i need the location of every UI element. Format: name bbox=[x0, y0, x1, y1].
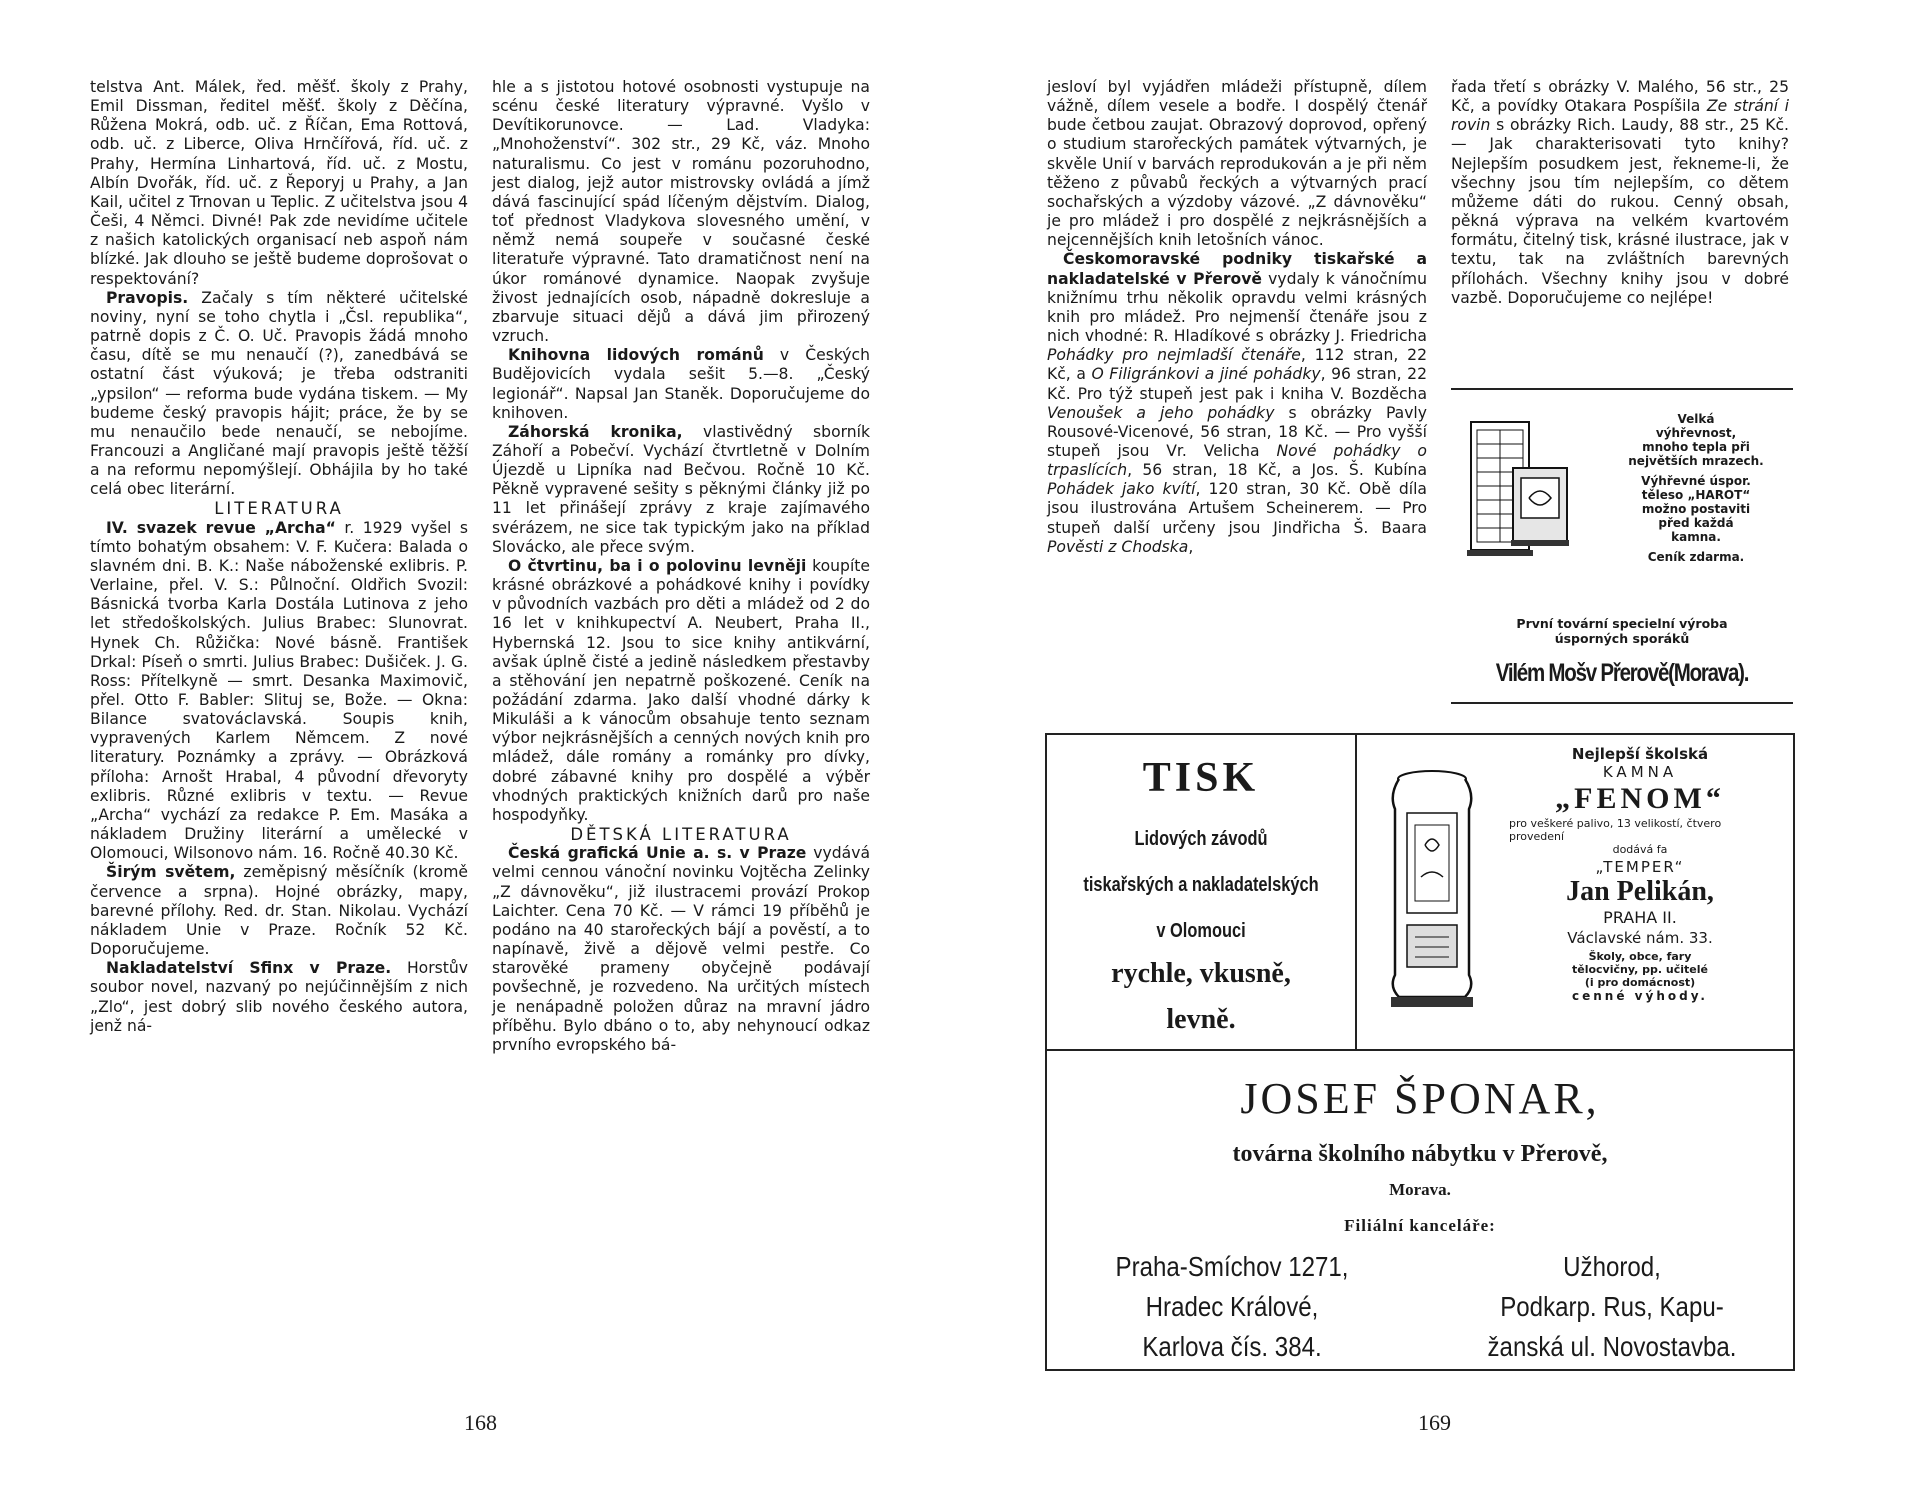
paragraph: telstva Ant. Málek, řed. měšť. školy z Prahy, Emil Dissman, ředitel měšť. školy z Děčína, Růžena Mokrá, odb. uč. z Říčan, Ema Rottová, odb. uč. z Liberce, Oliva Hrnčířová, říd. uč. z Prahy, Hermína Linhartová, říd. uč. z Mostu, Albín Dvořák, říd. uč. z Řeporyj u Prahy, a Jan Kail, učitel z Trnovan u Teplic. Z učitelstva jsou 4 Češi, 4 Němci. Divné! Pak zde nevidíme učitele z našich katolických organisací neb aspoň nám blízké. Jak dlouho se ještě budeme doprošovat o respektování? bbox=[90, 78, 468, 288]
paragraph bbox=[1047, 250, 1427, 557]
page-number-right: 169 bbox=[1418, 1410, 1451, 1435]
ad-tisk bbox=[1047, 735, 1357, 1049]
ad-line: kamna. bbox=[1671, 530, 1721, 544]
ad-line: „TEMPER“ bbox=[1595, 858, 1685, 876]
ad-line: největších mrazech. bbox=[1628, 454, 1764, 468]
fenom-company: Jan Pelikán, bbox=[1566, 876, 1714, 907]
ad-line: těleso „HAROT“ bbox=[1641, 488, 1751, 502]
fenom-text bbox=[1495, 745, 1785, 1003]
paragraph-lead: Českomoravské podniky tiskařské a nakladatelské v Přerově bbox=[1047, 250, 1427, 288]
harot-stove-illustration bbox=[1463, 412, 1573, 562]
ad-line: tělocvičny, pp. učitelé bbox=[1571, 963, 1708, 976]
ad-line: Vilém Mošv Přerově bbox=[1495, 659, 1669, 687]
paragraph-lead: Česká grafická Unie a. s. v Praze bbox=[508, 844, 807, 863]
paragraph-lead: Pravopis. bbox=[106, 288, 189, 307]
book-title: Ze strání i rovin bbox=[1451, 97, 1789, 135]
ad-line: dodává fa bbox=[1612, 843, 1668, 856]
tisk-line: Lidových závodů bbox=[1134, 828, 1268, 850]
right-page bbox=[953, 0, 1906, 1500]
book-title: Pověsti z Chodska bbox=[1047, 537, 1189, 556]
paragraph bbox=[90, 959, 468, 1036]
tisk-line: v Olomouci bbox=[1156, 920, 1246, 942]
harot-feature-text bbox=[1621, 412, 1771, 564]
ad-line: Nejlepší školská bbox=[1571, 745, 1709, 763]
harot-maker-text bbox=[1451, 616, 1793, 646]
paragraph-text: koupíte krásné obrázkové a pohádkové knihy i povídky v původních vazbách pro děti a mládež od 2 do 16 let v knihkupectví A. Neubert, Praha II., Hybernská 12. Jsou to sice knihy antikvární, avšak úplně čisté a jedině následkem přestavby a stěhování jen nepatrně poškozené. Ceník na požádání zdarma. Jako další vhodné dárky k Mikuláši a k vánocům obsahuje tento seznam výbor nejkrásnějších a cenných nových knih pro mládež, dále romány a románky pro dívky, dobré zábavné knihy pro dospělé a výběr vhodných praktických knižních darů pro naše hospodyňky. bbox=[492, 556, 871, 824]
ad-line: (Morava). bbox=[1668, 659, 1749, 687]
paragraph-lead: Nakladatelství Sfinx v Praze. bbox=[106, 959, 392, 978]
sponar-line: továrna školního nábytku v Přerově, bbox=[1232, 1141, 1608, 1167]
paragraph: jesloví byl vyjádřen mládeži přístupně, dílem vážně, dílem vesele a bodře. I dospělý čtenář bude četbou zaujat. Obrazový doprovod, opřený o studium starořeckých památek výtvarných, je skvěle Unií v barvách reprodukován a je při něm těženo z půvabů řeckých a výtvarných prací sochařských a výzdoby vázové. „Z dávnověku“ je pro mládež i pro dospělé z nejkrásnějších a nejcennějších knih letošních vánoc. bbox=[1047, 78, 1427, 250]
book-title: Venoušek a jeho pohádky bbox=[1047, 403, 1275, 422]
paragraph-text: , 120 stran, 30 Kč. Obě díla jsou ilustrována Artušem Scheinerem. — Pro stupeň další určeny jsou Jindřicha Š. Baara bbox=[1047, 480, 1427, 537]
book-title: O Filigránkovi a jiné pohádky bbox=[1091, 365, 1321, 384]
paragraph-lead: Knihovna lidových románů bbox=[508, 346, 764, 365]
section-heading-literatura: LITERATURA bbox=[214, 499, 344, 519]
ad-line: Užhorod, bbox=[1563, 1251, 1661, 1282]
ad-line: výhřevnost, bbox=[1655, 426, 1737, 440]
paragraph-lead: Záhorská kronika, bbox=[508, 422, 683, 441]
tisk-line: tiskařských a nakladatelských bbox=[1083, 874, 1319, 896]
book-title: Nové pohádky o trpaslících bbox=[1047, 441, 1427, 480]
paragraph-text: vlastivědný sborník Záhoří a Pobečví. Vychází čtvrtletně v Dolním Újezdě u Lipníka nad Bečvou. Ročně 10 Kč. Pěkně vypravené sešity s pěknými články již po 11 let přinášejí zprávy z kraje zajímavého svérázem, ne sice tak typickým jako na příklad Slovácko, ale přece svým. bbox=[492, 422, 870, 556]
paragraph-lead: IV. svazek revue „Archa“ bbox=[106, 518, 336, 537]
right-column-1 bbox=[1047, 78, 1427, 557]
sponar-office-left bbox=[1090, 1247, 1374, 1367]
paragraph-text: r. 1929 vyšel s tímto bohatým obsahem: V. F. Kučera: Balada o slavném dni. B. K.: Naše náboženské exlibris. P. Verlaine, přel. V. S.: Půlnoční. Oldřich Svozil: Básnická tvorba Karla Dostála Lutinova z jeho let středoškolských. Julius Brabec: Slunovrat. Hynek Ch. Růžička: Nové básně. František Drkal: Píseň o smrti. Julius Brabec: Dušiček. J. G. Ross: Přítelkyně — smrt. Desanka Maximovič, přel. Otto F. Babler: Slituj se, Bože. — Okna: Bilance svatováclavská. Soupis knih, vypravených Karlem Němcem. Z nové literatury. Poznámky a zprávy. — Obrázková příloha: Arnošt Hrabal, 4 původní dřevoryty exlibris. Různé exlibris v textu. — Revue „Archa“ vychází za redakce P. Em. Masáka a nákladem Družiny literární a umělecké v Olomouci, Wilsonovo nám. 16. Ročně 40.30 Kč. bbox=[90, 518, 468, 863]
ad-line: První tovární specielní výroba bbox=[1516, 616, 1728, 631]
ad-line: Podkarp. Rus, Kapu- bbox=[1500, 1291, 1724, 1322]
book-title: Pohádky pro nejmladší čtenáře bbox=[1047, 346, 1301, 365]
ad-frame-bottom bbox=[1045, 733, 1795, 1371]
ad-line: Karlova čís. 384. bbox=[1142, 1331, 1322, 1362]
ad-line: před každá bbox=[1658, 516, 1734, 530]
paragraph-text: , 96 stran, 22 Kč. Pro týž stupeň jest pak i kniha V. Bozděcha bbox=[1047, 365, 1427, 403]
section-heading-detska-literatura: DĚTSKÁ LITERATURA bbox=[570, 825, 792, 845]
paragraph-text: vydává velmi cennou vánoční novinku Vojtěcha Zelinky „Z dávnověku“, již ilustracemi provází Prokop Laichter. Cena 70 Kč. — V rámci 19 příběhů je podáno na 40 starořeckých bájí a pověstí, a to napínavě, živě a dějově velmi pestře. Co starověké prameny obyčejně podávají povšechně, je rozvedeno. Na určitých místech je nenápadně položen důraz na mravní jádro příběhu. Bylo dbáno o to, aby nehynoucí odkaz prvního evropského bá- bbox=[492, 844, 870, 1054]
paragraph bbox=[492, 423, 870, 557]
left-column-1 bbox=[90, 78, 468, 1036]
paragraph bbox=[1451, 78, 1789, 308]
paragraph-text: Začaly s tím některé učitelské noviny, nyní se toho chytla i „Čsl. republika“, patrně dopis z Č. O. Uč. Pravopis žádá mnoho času, dítě se mu nenaučí (?), zanedbává se ostatní část výuková; je třeba odstraniti „ypsilon“ — reforma bude vydána tiskem. — My budeme český pravopis hájit; práce, že by se mu nenaučilo bede nenaučí, se nebojíme. Francouzi a Angličané mají pravopis ještě těžší a na reformu nepomýšlejí. Obhájila by ho také celá obec literární. bbox=[90, 288, 468, 499]
paragraph bbox=[492, 844, 870, 1055]
paragraph-lead: Širým světem, bbox=[106, 863, 236, 882]
ad-line: Ceník zdarma. bbox=[1647, 550, 1745, 564]
paragraph-text: s obrázky Pavly Rousové-Vicenové, 56 stran, 18 Kč. — Pro vyšší stupeň jsou Vr. Velicha bbox=[1047, 403, 1427, 460]
paragraph bbox=[90, 289, 468, 500]
ad-line: úsporných sporáků bbox=[1554, 631, 1690, 646]
ad-harot-stove bbox=[1451, 388, 1793, 704]
sponar-title: JOSEF ŠPONAR, bbox=[1240, 1074, 1600, 1123]
sponar-line: Morava. bbox=[1389, 1180, 1451, 1199]
fenom-stove-illustration bbox=[1377, 765, 1487, 1015]
ad-line: Praha-Smíchov 1271, bbox=[1115, 1251, 1349, 1282]
ad-line: Hradec Králové, bbox=[1145, 1291, 1319, 1322]
fenom-brand: „FENOM“ bbox=[1555, 782, 1725, 815]
harot-company-name bbox=[1482, 658, 1762, 688]
ad-line: možno postaviti bbox=[1641, 502, 1751, 516]
paragraph bbox=[492, 346, 870, 423]
paragraph-text: s obrázky Rich. Laudy, 88 str., 25 Kč. — Jak charakterisovati tyto knihy? Nejlepším posudkem jest, řekneme-li, že všechny jsou tím nejlepším, co dětem můžeme dáti do rukou. Cenný obsah, pěkná výprava na velkém kvartovém formátu, čitelný tisk, krásné ilustrace, jak v textu, tak na zvláštních barevných přílohách. Všechny knihy jsou v dobré vazbě. Doporučujeme co nejlépe! bbox=[1451, 116, 1789, 307]
paragraph bbox=[90, 519, 468, 864]
paragraph-lead: O čtvrtinu, ba i o polovinu levněji bbox=[508, 556, 807, 575]
paragraph-text: , bbox=[1188, 537, 1194, 556]
ad-line: PRAHA II. bbox=[1603, 908, 1677, 927]
paragraph bbox=[90, 863, 468, 959]
ad-line: Václavské nám. 33. bbox=[1567, 929, 1713, 947]
paragraph-text: , 56 stran, 18 Kč, a Jos. Š. Kubína bbox=[1127, 461, 1427, 480]
ad-line: cenné výhody. bbox=[1572, 989, 1708, 1003]
ad-line: žanská ul. Novostavba. bbox=[1487, 1331, 1737, 1362]
paragraph-text: zeměpisný měsíčník (kromě července a srpna). Hojné obrázky, mapy, barevné přílohy. Red. dr. Stan. Nikolau. Vychází nákladem Unie v Praze. Ročník 52 Kč. Doporučujeme. bbox=[90, 863, 468, 959]
sponar-office-right bbox=[1470, 1247, 1754, 1367]
paragraph-text: Horstův soubor novel, nazvaný po nejúčinnějším z nich „Zlo“, jest dobrý slib nového českého autora, jenž ná- bbox=[90, 959, 468, 1035]
ad-line: Velká bbox=[1677, 412, 1715, 426]
paragraph-text: řada třetí s obrázky V. Malého, 56 str., 25 Kč, a povídky Otakara Pospíšila bbox=[1451, 78, 1789, 116]
ad-sponar bbox=[1047, 1049, 1793, 1371]
right-column-2 bbox=[1451, 78, 1789, 308]
left-column-2 bbox=[492, 78, 870, 1055]
paragraph bbox=[492, 557, 870, 825]
tisk-slogan: rychle, vkusně, bbox=[1111, 958, 1291, 989]
paragraph-text: vydaly k vánočnímu knižnímu trhu několik opravdu velmi krásných knih pro mládež. Pro nejmenší čtenáře jsou z nich vhodné: R. Hladíkové s obrázky J. Friedricha bbox=[1047, 269, 1427, 346]
page-number-left: 168 bbox=[464, 1410, 497, 1435]
tisk-title: TISK bbox=[1142, 755, 1260, 801]
ad-line: Výhřevné úspor. bbox=[1641, 474, 1751, 488]
ad-fenom bbox=[1355, 735, 1793, 1049]
ad-line: pro veškeré palivo, 13 velikostí, čtvero provedení bbox=[1509, 817, 1722, 843]
ad-line: KAMNA bbox=[1602, 763, 1678, 781]
tisk-slogan: levně. bbox=[1166, 1004, 1236, 1035]
paragraph: hle a s jistotou hotové osobnosti vystupuje na scénu české literatury výpravné. Vyšlo v Devítikorunovce. — Lad. Vladyka: „Mnohoženství“. 302 str., 29 Kč, váz. Mnoho naturalismu. Co jest v románu pozoruhodno, jest dialog, jejž autor mistrovsky ovládá a jímž dává fascinující spád líčeným dějstvím. Dialog, toť přednost Vladykova slovesného umění, v němž nemá soupeře v současné české literatuře výpravné. Tato dramatičnost není na úkor románové dynamice. Naopak zvyšuje živost jednajících osob, nápadně dokresluje a zbarvuje situaci dějů a dává jim přirozený vzruch. bbox=[492, 78, 870, 346]
book-title: Pohádek jako kvítí bbox=[1047, 480, 1196, 499]
ad-line: (i pro domácnost) bbox=[1584, 976, 1696, 989]
paragraph-text: , 112 stran, 22 Kč, a bbox=[1047, 346, 1427, 384]
ad-line: Školy, obce, fary bbox=[1588, 950, 1692, 963]
ad-line: mnoho tepla při bbox=[1642, 440, 1750, 454]
sponar-line: Filiální kanceláře: bbox=[1344, 1216, 1496, 1235]
paragraph-text: v Českých Budějovicích vydala sešit 5.—8. „Český legionář“. Napsal Jan Staněk. Doporučujeme do knihoven. bbox=[492, 346, 870, 422]
